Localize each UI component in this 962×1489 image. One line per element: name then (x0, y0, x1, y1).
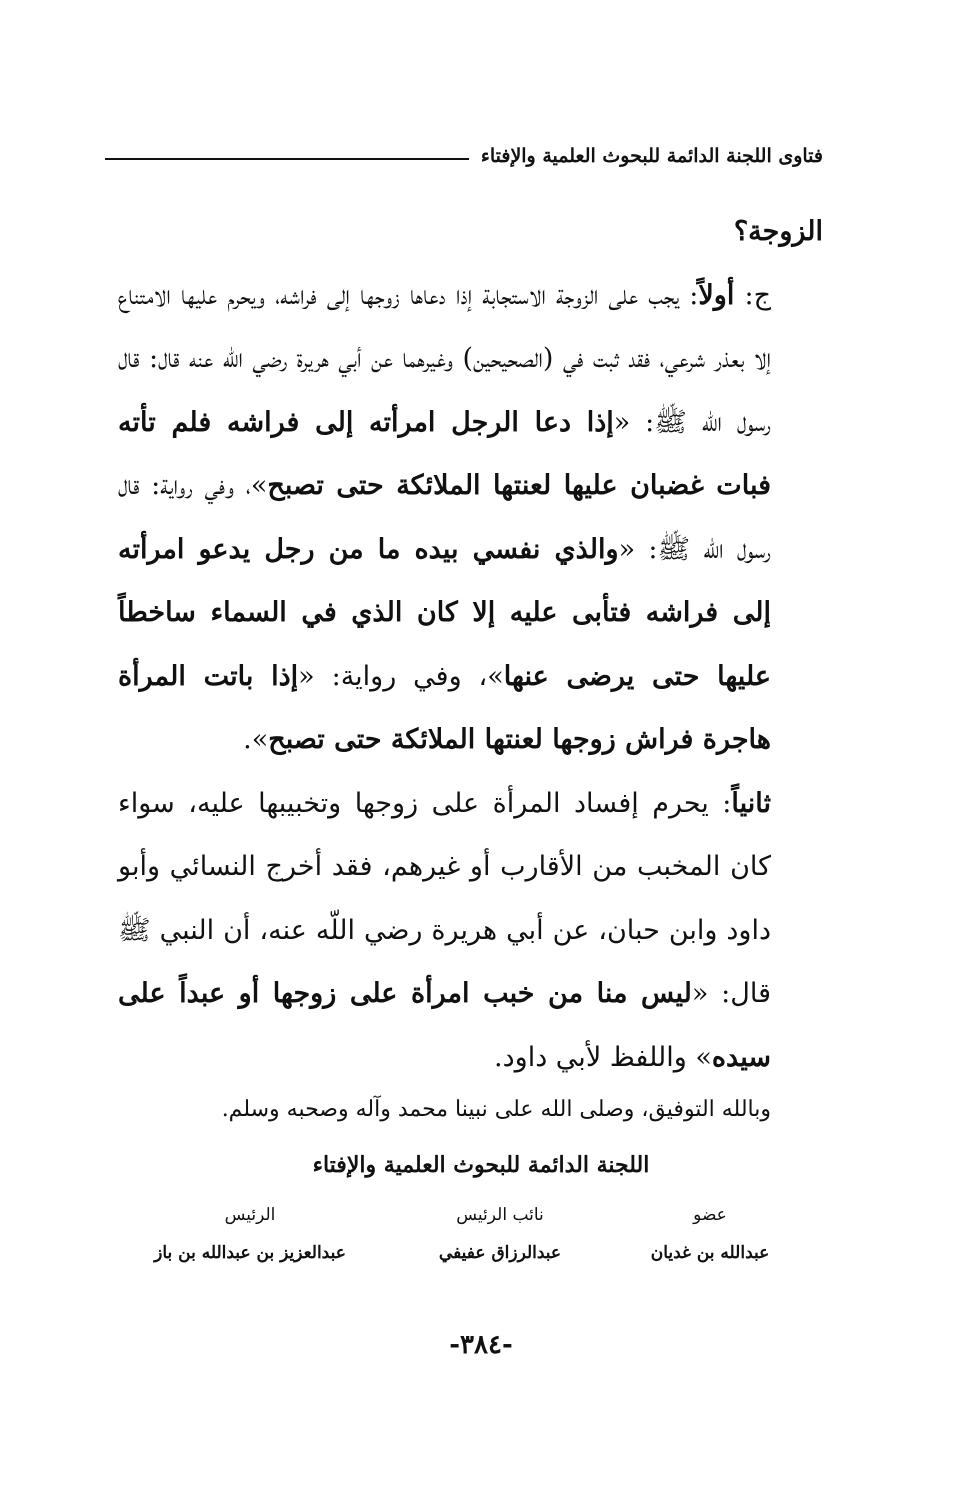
signature-name-president: عبدالعزيز بن عبدالله بن باز (154, 1243, 346, 1263)
paragraph-1-end: ». (243, 724, 269, 755)
signature-name-vice-president: عبدالرزاق عفيفي (438, 1243, 562, 1263)
paragraph-1-mid2: »، وفي رواية: « (298, 660, 504, 692)
question-end-line (118, 200, 823, 264)
answer-paragraph-1 (118, 264, 823, 772)
running-header (105, 140, 823, 172)
closing-text: وبالله التوفيق، وصلى الله على نبينا محمد وآله وصحبه وسلم. (221, 1097, 771, 1122)
signature-title-member: عضو (693, 1205, 727, 1225)
signature-title-president: الرئيس (224, 1205, 276, 1225)
paragraph-1-mid: »، وفي رواية: قال رسول الله ﷺ: « (118, 470, 771, 565)
hadith-2: والذي نفسي بيده ما من رجل يدعو امرأته إلى فراشه فتأبى عليه إلا كان الذي في السماء ساخطاً عليها حتى يرضى عنها (118, 533, 771, 692)
header-rule (105, 158, 469, 160)
committee-name: اللجنة الدائمة للبحوث العلمية والإفتاء (312, 1152, 650, 1178)
signature-titles (140, 1205, 780, 1225)
hadith-4: ليس منا من خبب امرأة على زوجها أو عبداً على سيده (118, 978, 771, 1073)
paragraph-1-intro: : يجب على الزوجة الاستجابة إذا دعاها زوجها إلى فراشه، ويحرم عليها الامتناع إلا بعذر شرعي، فقد ثبت في (الصحيحين) وغيرهما عن أبي هريرة رضي الله عنه قال: قال رسول الله ﷺ: « (118, 279, 771, 438)
answer-paragraph-2 (118, 772, 823, 1090)
signature-title-vice-president: نائب الرئيس (456, 1205, 544, 1225)
hadith-3: إذا باتت المرأة هاجرة فراش زوجها لعنتها الملائكة حتى تصبح (118, 660, 771, 755)
page-number: -٣٨٤- (449, 1330, 513, 1360)
header-title: فتاوى اللجنة الدائمة للبحوث العلمية والإفتاء (480, 145, 823, 167)
second-label: ثانياً (731, 787, 771, 819)
body-text (118, 200, 823, 1089)
paragraph-2-end: » واللفظ لأبي داود. (494, 1041, 712, 1073)
question-end-text: الزوجة؟ (733, 216, 823, 247)
answer-label: ج: (734, 279, 771, 311)
closing-line (118, 1092, 823, 1128)
signature-names (140, 1243, 780, 1263)
signature-name-member: عبدالله بن غديان (650, 1243, 770, 1263)
hadith-1: إذا دعا الرجل امرأته إلى فراشه فلم تأته فبات غضبان عليها لعنتها الملائكة حتى تصبح (118, 406, 771, 501)
paragraph-2-intro: : يحرم إفساد المرأة على زوجها وتخبيبها عليه، سواء كان المخبب من الأقارب أو غيرهم، فقد أخرج النسائي وأبو داود وابن حبان، عن أبي هريرة رضي اللّه عنه، أن النبي ﷺ قال: « (118, 787, 772, 1009)
first-label: أولاً (698, 279, 735, 311)
